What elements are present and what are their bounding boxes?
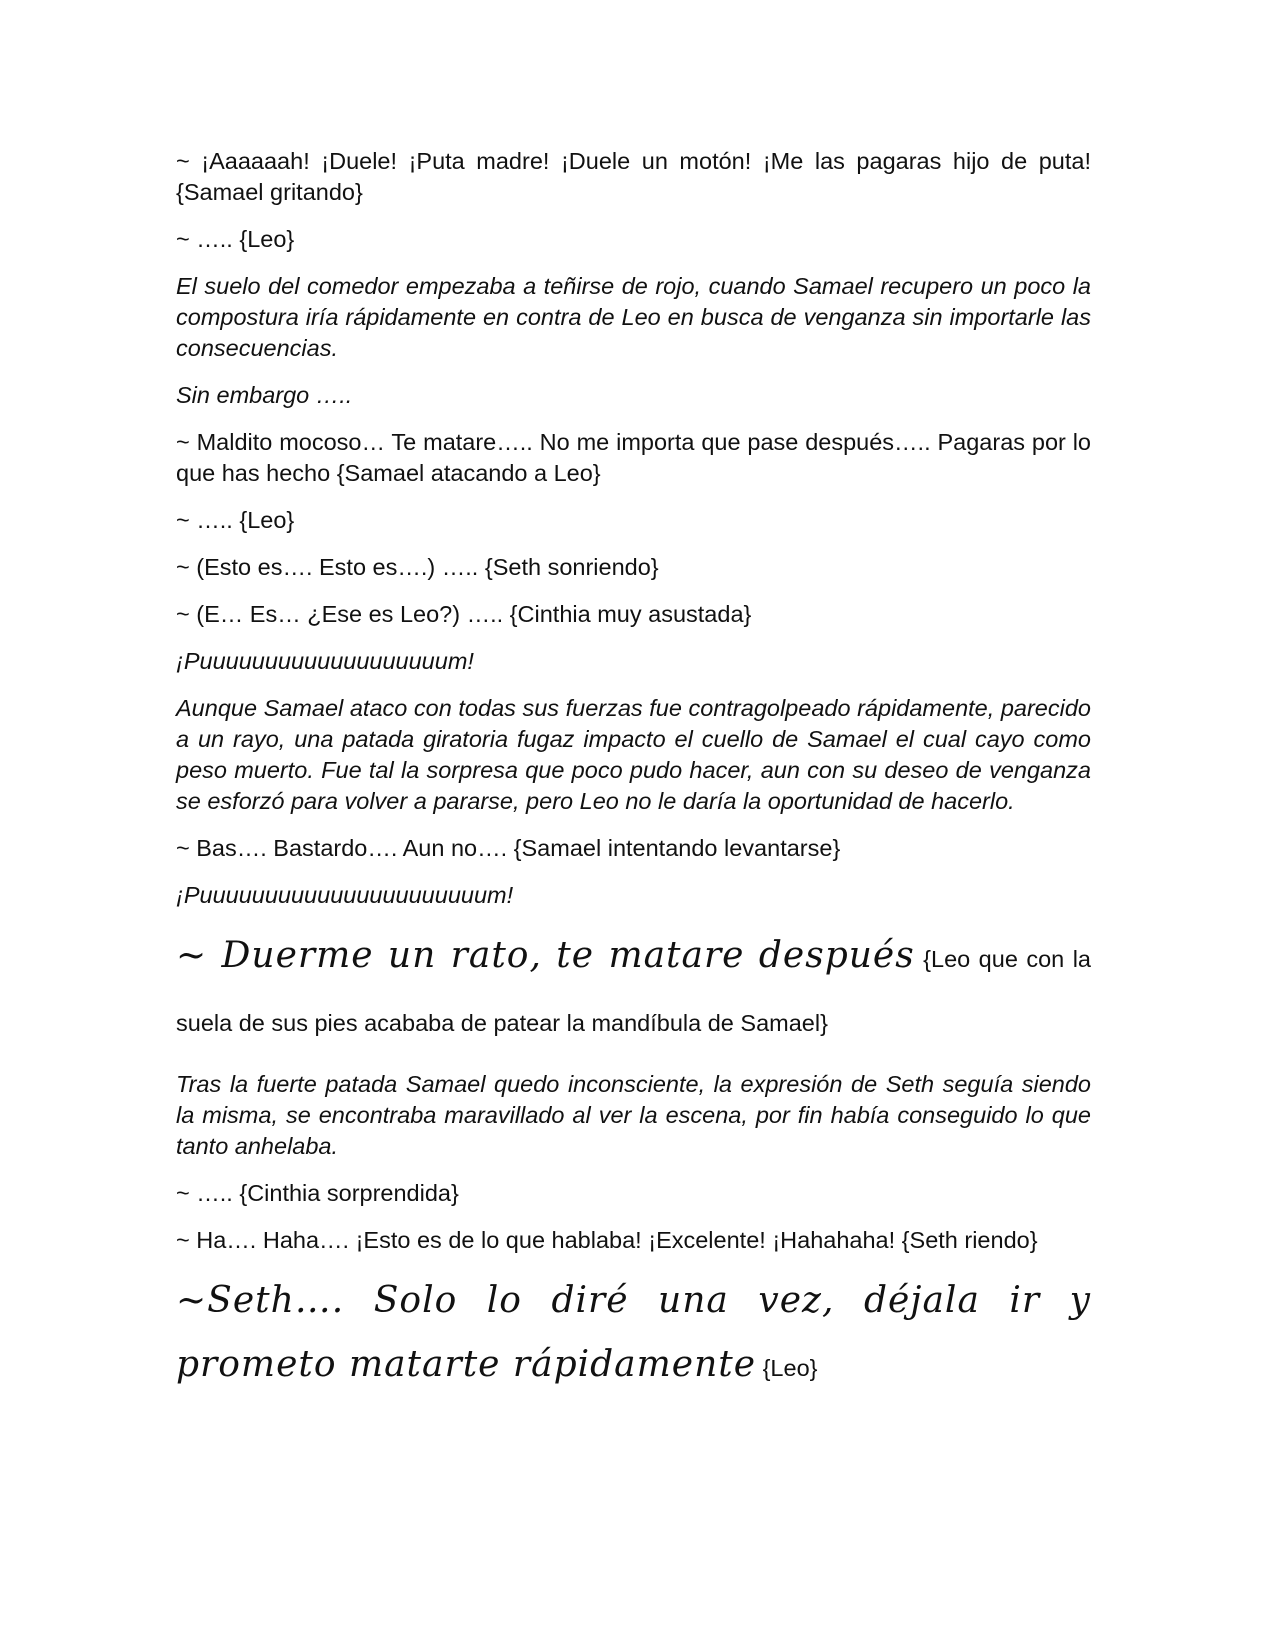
dialogue-line: ~ ….. {Leo}: [176, 507, 295, 533]
dialogue-line: ~ ….. {Leo}: [176, 226, 295, 252]
dialogue-line: ~ Bas…. Bastardo…. Aun no…. {Samael intentando levantarse}: [176, 835, 841, 861]
narration-paragraph: El suelo del comedor empezaba a teñirse de rojo, cuando Samael recupero un poco la compostura iría rápidamente en contra de Leo en busca de venganza sin importarle las consecuencias.: [176, 273, 1091, 361]
dialogue-line: ~ Ha…. Haha…. ¡Esto es de lo que hablaba! ¡Excelente! ¡Hahahaha! {Seth riendo}: [176, 1227, 1038, 1253]
handwritten-speech: ~Seth…. Solo lo diré una vez, déjala ir y prometo matarte rápidamente: [176, 1280, 1091, 1385]
sound-effect: ¡Puuuuuuuuuuuuuuuuuuuuuum!: [176, 882, 514, 908]
document-body: [176, 146, 1091, 1416]
dialogue-line-handwritten: [176, 927, 1091, 1055]
dialogue-tag: {Leo que con la suela de sus pies acababa de patear la mandíbula de Samael}: [176, 946, 1091, 1036]
dialogue-line: ~ Maldito mocoso… Te matare….. No me importa que pase después….. Pagaras por lo que has hecho {Samael atacando a Leo}: [176, 429, 1091, 486]
narration-paragraph: Aunque Samael ataco con todas sus fuerzas fue contragolpeado rápidamente, parecido a un rayo, una patada giratoria fugaz impacto el cuello de Samael el cual cayo como peso muerto. Fue tal la sorpresa que poco pudo hacer, aun con su deseo de venganza se esforzó para volver a pararse, pero Leo no le daría la oportunidad de hacerlo.: [176, 695, 1091, 814]
dialogue-line-handwritten: [176, 1272, 1091, 1400]
dialogue-line: ~ ¡Aaaaaah! ¡Duele! ¡Puta madre! ¡Duele un motón! ¡Me las pagaras hijo de puta! {Samael gritando}: [176, 148, 1091, 205]
narration-paragraph: Tras la fuerte patada Samael quedo inconsciente, la expresión de Seth seguía siendo la misma, se encontraba maravillado al ver la escena, por fin había conseguido lo que tanto anhelaba.: [176, 1071, 1091, 1159]
handwritten-speech: ~ Duerme un rato, te matare después: [176, 935, 915, 976]
dialogue-tag: {Leo}: [756, 1355, 818, 1381]
dialogue-line: ~ (E… Es… ¿Ese es Leo?) ….. {Cinthia muy asustada}: [176, 601, 752, 627]
dialogue-line: ~ ….. {Cinthia sorprendida}: [176, 1180, 459, 1206]
narration-line: Sin embargo …..: [176, 382, 353, 408]
dialogue-line: ~ (Esto es…. Esto es….) ….. {Seth sonriendo}: [176, 554, 659, 580]
sound-effect: ¡Puuuuuuuuuuuuuuuuuuum!: [176, 648, 474, 674]
